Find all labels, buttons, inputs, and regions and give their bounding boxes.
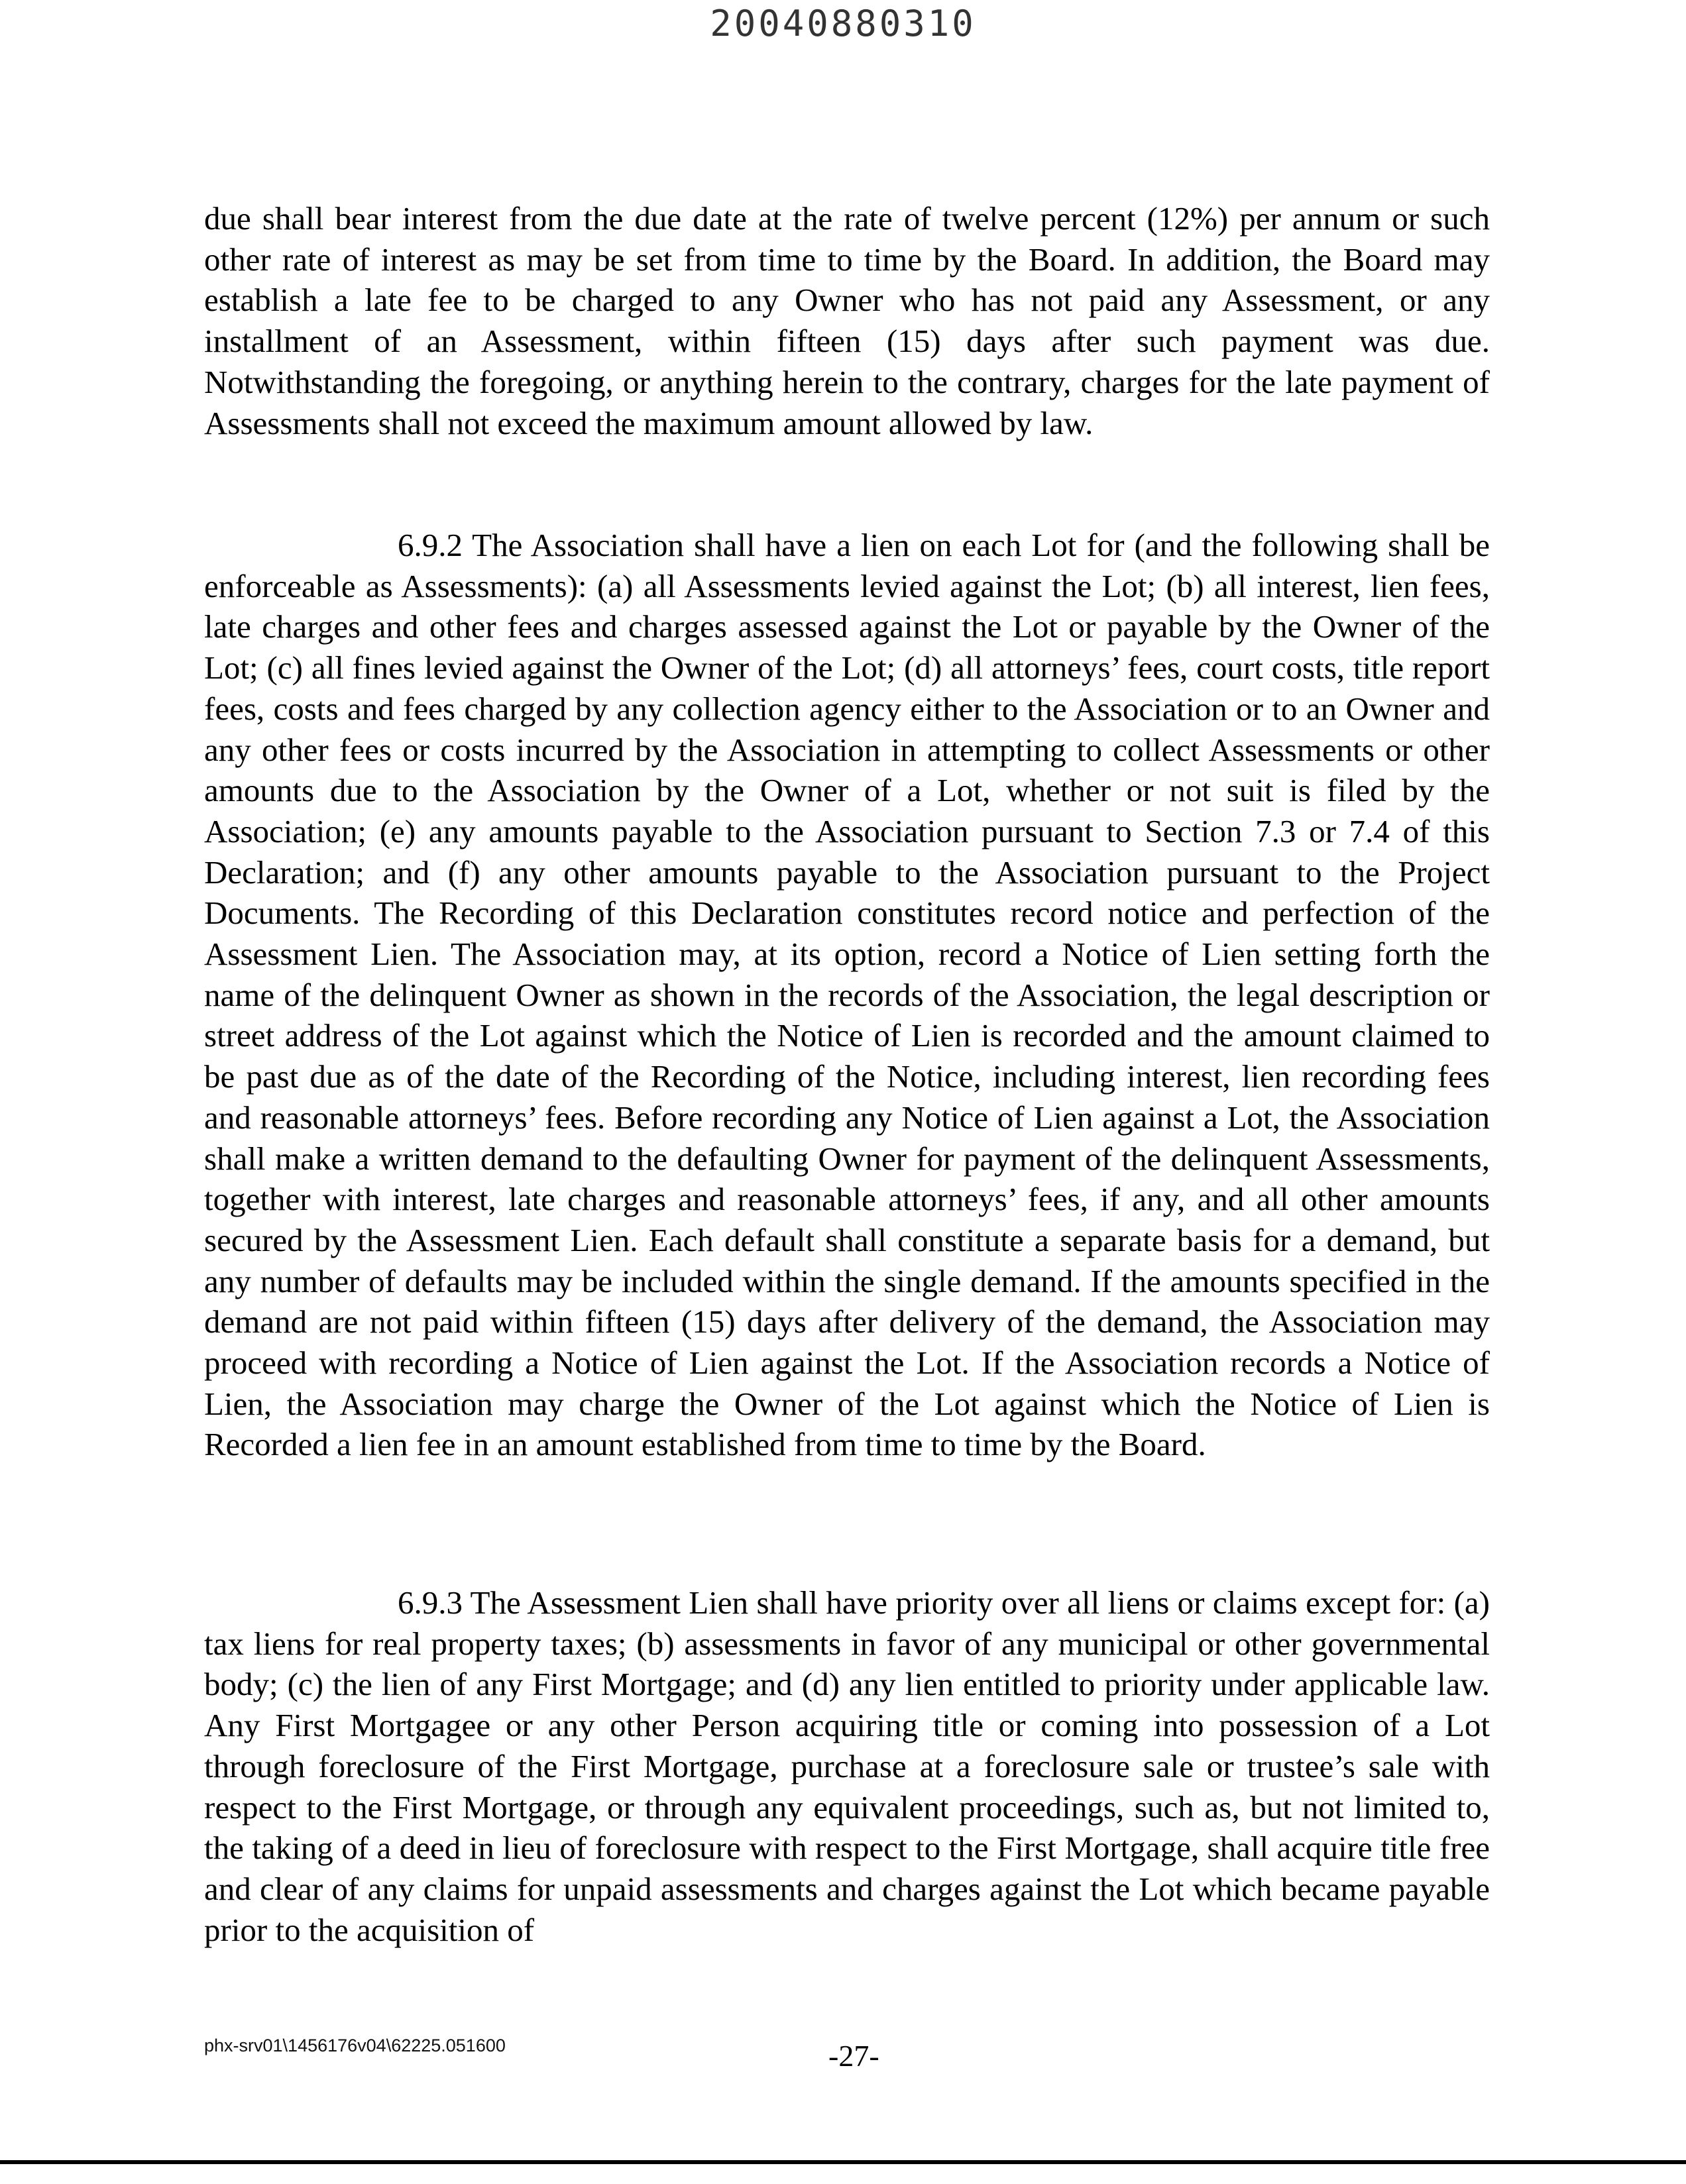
paragraph-6-9-2: 6.9.2 The Association shall have a lien on each Lot for (and the following shall be enforceable as Assessments): (a) all Assessments levied against the Lot; (b) all interest, lien fees, late charges and other fees and charges assessed against the Lot or payable by the Owner of the Lot; (c) all fines levied against the Owner of the Lot; (d) all attorneys’ fees, court costs, title report fees, costs and fees charged by any collection agency either to the Association or to an Owner and any other fees or costs incurred by the Association in attempting to collect Assessments or other amounts due to the Association by the Owner of a Lot, whether or not suit is filed by the Association; (e) any amounts payable to the Association pursuant to Section 7.3 or 7.4 of this Declaration; and (f) any other amounts payable to the Association pursuant to the Project Documents. The Recording of this Declaration constitutes record notice and perfection of the Assessment Lien. The Association may, at its option, record a Notice of Lien setting forth the name of the delinquent Owner as shown in the records of the Association, the legal description or street address of the Lot against which the Notice of Lien is recorded and the amount claimed to be past due as of the date of the Recording of the Notice, including interest, lien recording fees and reasonable attorneys’ fees. Before recording any Notice of Lien against a Lot, the Association shall make a written demand to the defaulting Owner for payment of the delinquent Assessments, together with interest, late charges and reasonable attorneys’ fees, if any, and all other amounts secured by the Assessment Lien. Each default shall constitute a separate basis for a demand, but any number of defaults may be included within the single demand. If the amounts specified in the demand are not paid within fifteen (15) days after delivery of the demand, the Association may proceed with recording a Notice of Lien against the Lot. If the Association records a Notice of Lien, the Association may charge the Owner of the Lot against which the Notice of Lien is Recorded a lien fee in an amount established from time to time by the Board. xyxy=(204,527,1490,1463)
footer-file-id: phx-srv01\1456176v04\62225.051600 xyxy=(204,2036,506,2055)
paragraph-continuation: due shall bear interest from the due date at the rate of twelve percent (12%) per annum or such other rate of interest as may be set from time to time by the Board. In addition, the Board may establish a late fee to be charged to any Owner who has not paid any Assessment, or any installment of an Assessment, within fifteen (15) days after such payment was due. Notwithstanding the foregoing, or anything herein to the contrary, charges for the late payment of Assessments shall not exceed the maximum amount allowed by law. xyxy=(204,200,1490,441)
bottom-rule-divider xyxy=(0,2160,1686,2164)
recording-number: 20040880310 xyxy=(710,3,976,44)
page-number: -27- xyxy=(828,2039,879,2073)
paragraph-6-9-3: 6.9.3 The Assessment Lien shall have priority over all liens or claims except for: (a) tax liens for real property taxes; (b) assessments in favor of any municipal or other governmental body; (c) the lien of any First Mortgage; and (d) any lien entitled to priority under applicable law. Any First Mortgagee or any other Person acquiring title or coming into possession of a Lot through foreclosure of the First Mortgage, purchase at a foreclosure sale or trustee’s sale with respect to the First Mortgage, or through any equivalent proceedings, such as, but not limited to, the taking of a deed in lieu of foreclosure with respect to the First Mortgage, shall acquire title free and clear of any claims for unpaid assessments and charges against the Lot which became payable prior to the acquisition of xyxy=(204,1584,1490,1948)
